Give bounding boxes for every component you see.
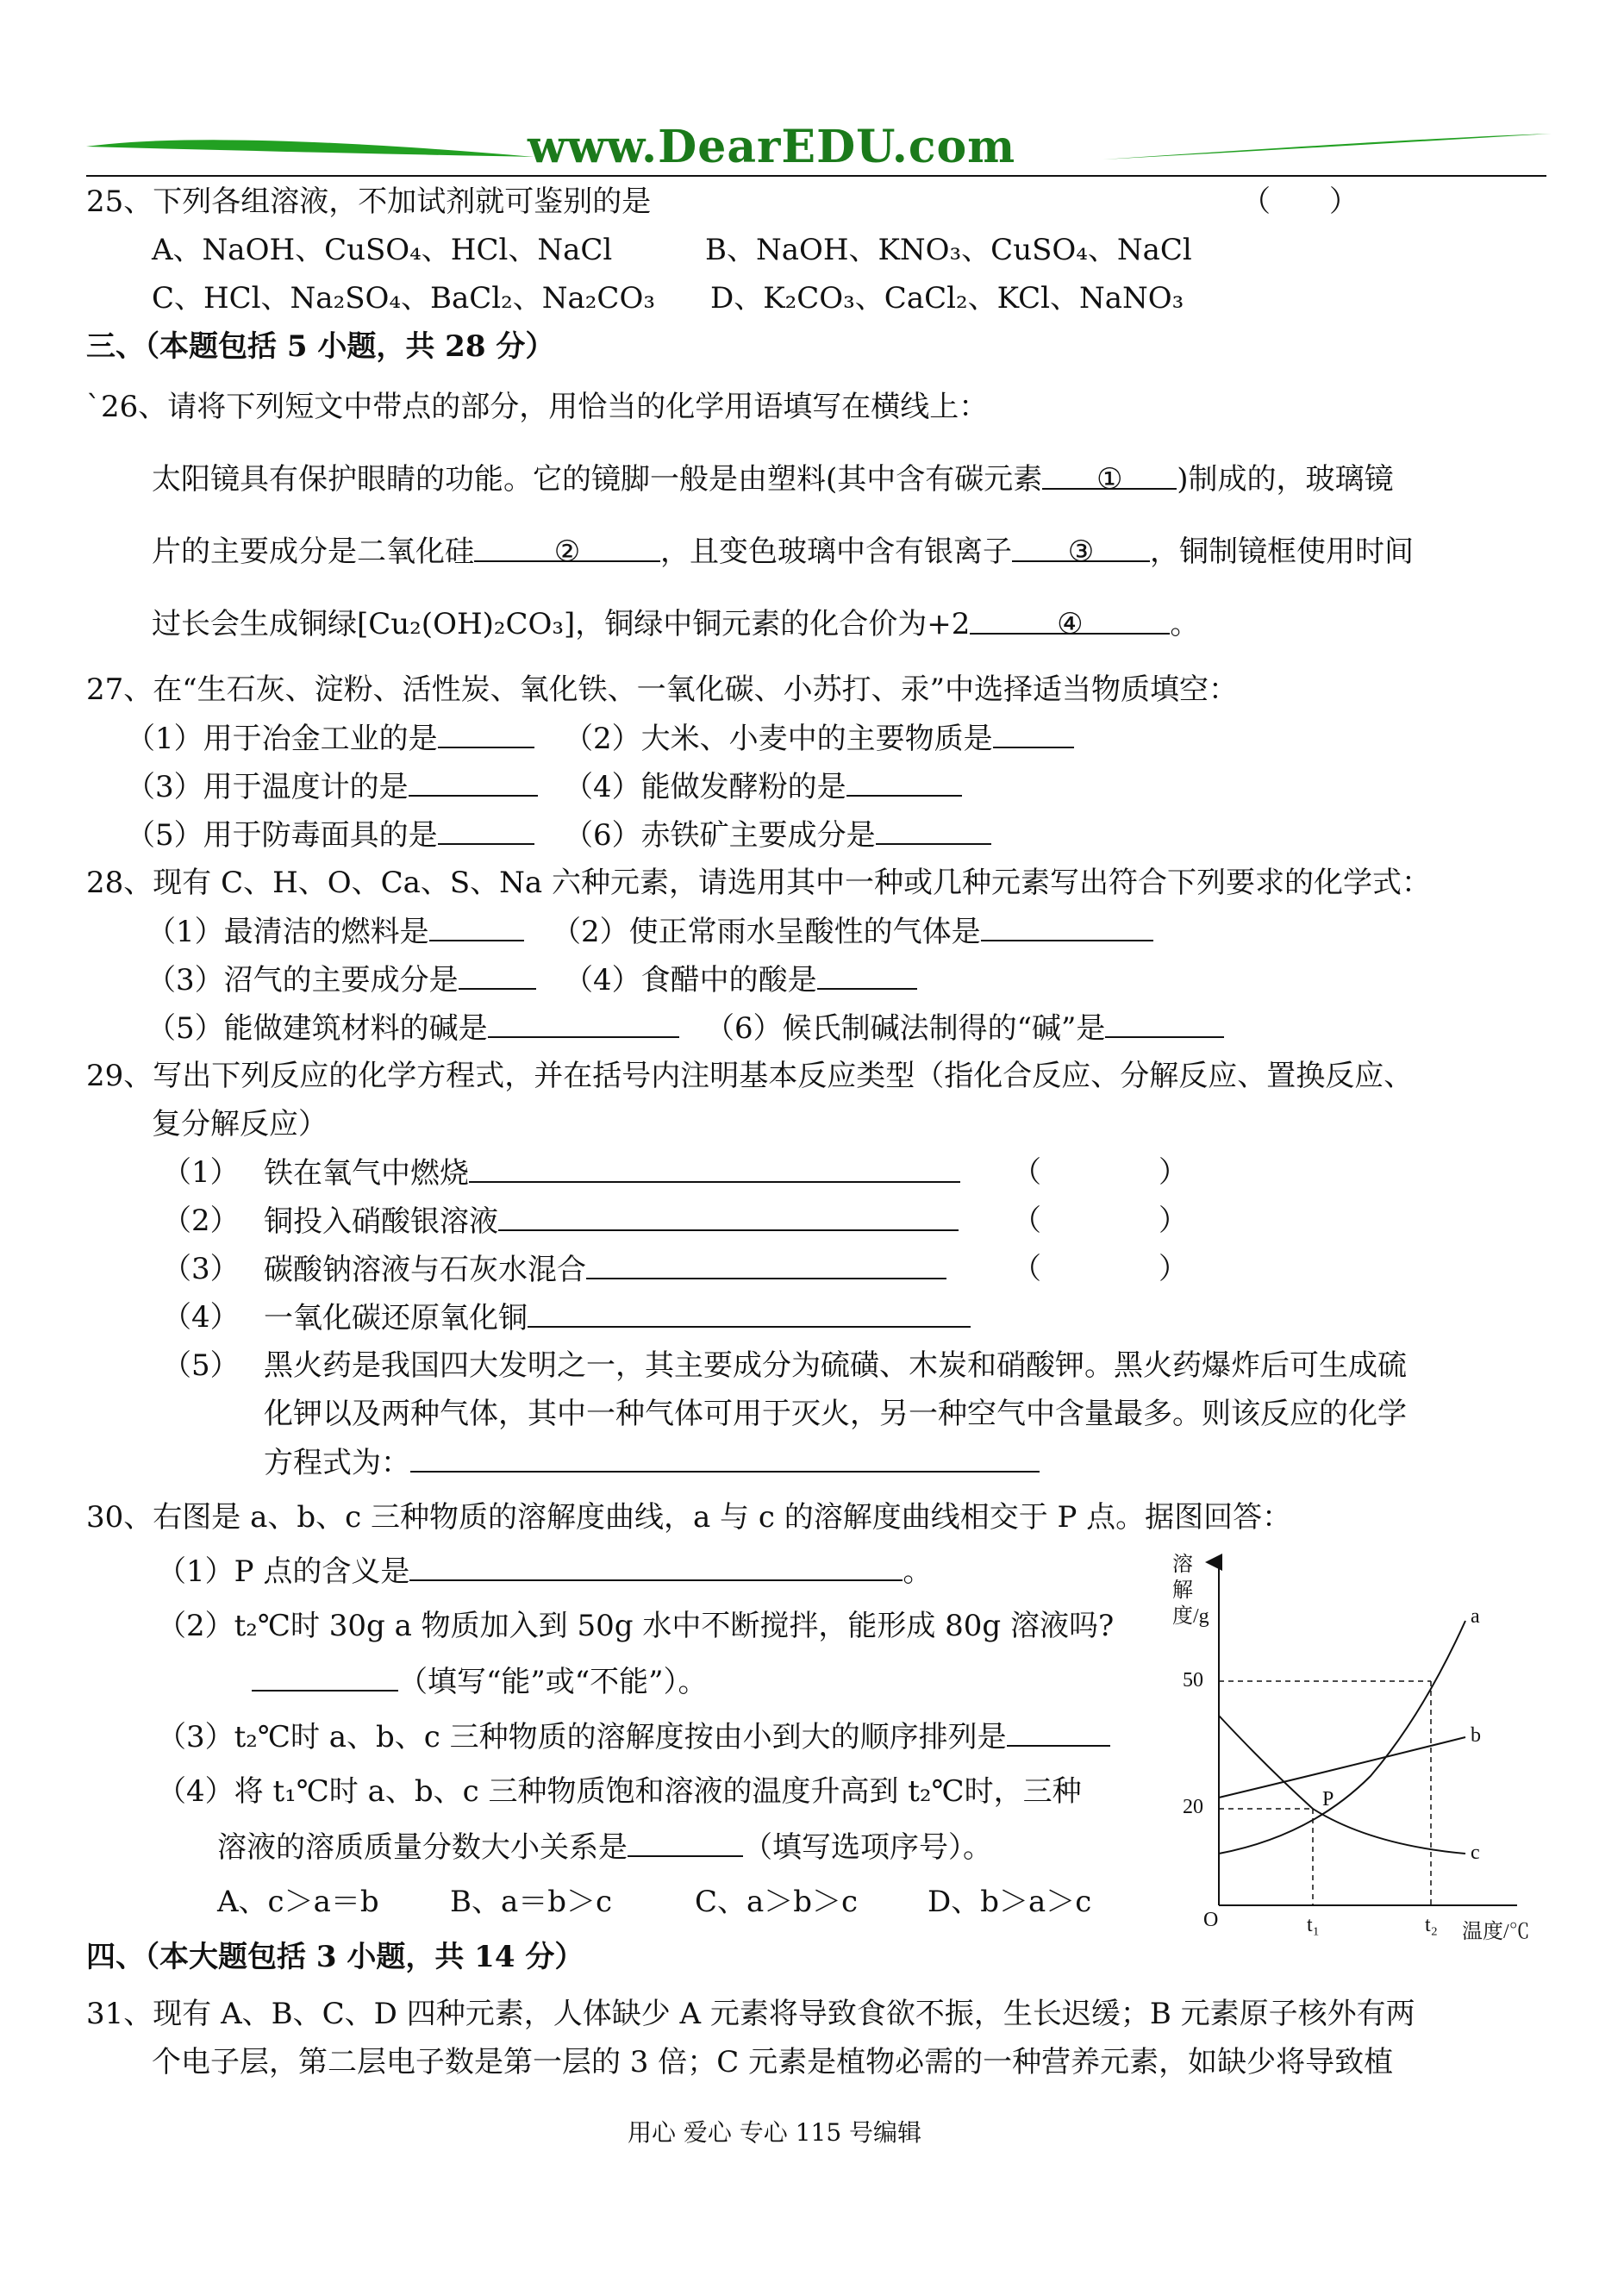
q29-item-2	[264, 1204, 959, 1239]
section3-heading: 三、（本题包括 5 小题，共 28 分）	[86, 329, 555, 364]
q28-blank-6[interactable]	[1105, 1010, 1224, 1038]
q29-stem-line1: 29、写出下列反应的化学方程式，并在括号内注明基本反应类型（指化合反应、分解反应、置换反应、	[86, 1059, 1414, 1093]
chart-ytick-50: 50	[1183, 1669, 1203, 1692]
q29-item-5-line3	[264, 1445, 1040, 1480]
q25-answer-paren: （ ）	[1241, 184, 1359, 219]
q28-blank-2[interactable]	[981, 914, 1153, 941]
series-label-a: a	[1471, 1605, 1480, 1628]
q27-item-1-text: （1）用于冶金工业的是	[126, 722, 438, 756]
q28-stem: 28、现有 C、H、O、Ca、S、Na 六种元素，请选用其中一种或几种元素写出符合下列要求的化学式：	[86, 866, 1432, 900]
q29-item-3-text: 碳酸钠溶液与石灰水混合	[264, 1253, 586, 1287]
q26-line1-text-b: )制成的，玻璃镜	[1177, 462, 1394, 497]
q26-line3-text-b: 。	[1170, 607, 1200, 641]
series-label-c: c	[1471, 1842, 1480, 1864]
q28-blank-1[interactable]	[429, 914, 524, 941]
q28-item-4-text: （4）食醋中的酸是	[564, 963, 817, 997]
q28-item-3	[147, 962, 536, 997]
q30-item-4-line2	[217, 1829, 992, 1865]
page-footer: 用心 爱心 专心 115 号编辑	[628, 2118, 922, 2147]
q27-blank-6[interactable]	[876, 817, 991, 845]
q27-item-5	[126, 817, 534, 853]
q29-item-3	[264, 1252, 946, 1287]
q27-item-5-text: （5）用于防毒面具的是	[126, 818, 438, 853]
chart-ytick-20: 20	[1183, 1796, 1203, 1818]
q30-option-d: D、b＞a＞c	[928, 1885, 1092, 1919]
q27-item-1	[126, 721, 534, 756]
q29-blank-5[interactable]	[410, 1445, 1040, 1473]
q29-item-3-num: （3）	[162, 1252, 240, 1286]
q26-line1	[152, 462, 1394, 497]
q27-item-2	[564, 721, 1074, 756]
q26-stem: `26、请将下列短文中带点的部分，用恰当的化学用语填写在横线上：	[86, 390, 989, 424]
q28-blank-5[interactable]	[488, 1010, 679, 1038]
q30-blank-3[interactable]	[1007, 1719, 1110, 1747]
q26-blank-4[interactable]: ④	[970, 607, 1170, 635]
chart-xlabel: 温度/℃	[1462, 1921, 1530, 1943]
q30-item-3	[157, 1719, 1110, 1754]
q30-item-2-line2-text: （填写“能”或“不能”）。	[398, 1665, 708, 1699]
section4-heading: 四、（本大题包括 3 小题，共 14 分）	[86, 1940, 584, 1974]
solubility-chart	[1172, 1552, 1534, 1948]
q29-item-1-paren[interactable]: （ ）	[1012, 1155, 1188, 1190]
q29-stem-line2: 复分解反应）	[152, 1107, 328, 1141]
q30-stem: 30、右图是 a、b、c 三种物质的溶解度曲线，a 与 c 的溶解度曲线相交于 P 点。据图回答：	[86, 1500, 1292, 1535]
q29-item-2-text: 铜投入硝酸银溶液	[264, 1204, 498, 1239]
q25-stem: 25、下列各组溶液，不加试剂就可鉴别的是	[86, 184, 652, 219]
q30-option-b: B、a＝b＞c	[450, 1885, 613, 1919]
q29-item-1	[264, 1155, 960, 1191]
q31-line1: 31、现有 A、B、C、D 四种元素，人体缺少 A 元素将导致食欲不振，生长迟缓；B 元素原子核外有两	[86, 1997, 1415, 2031]
q31-line2: 个电子层，第二层电子数是第一层的 3 倍；C 元素是植物必需的一种营养元素，如缺少将导致植	[152, 2045, 1394, 2079]
q30-blank-4[interactable]	[628, 1829, 743, 1857]
chart-xtick-t2: t₂	[1425, 1914, 1439, 1936]
q27-item-2-text: （2）大米、小麦中的主要物质是	[564, 722, 993, 756]
series-label-b: b	[1471, 1724, 1481, 1747]
q27-blank-5[interactable]	[438, 817, 534, 845]
q28-item-2-text: （2）使正常雨水呈酸性的气体是	[552, 915, 981, 949]
q29-item-1-text: 铁在氧气中燃烧	[264, 1156, 469, 1191]
q26-line2	[152, 535, 1414, 569]
q30-item-1-end: 。	[903, 1554, 933, 1589]
q26-line3	[152, 607, 1199, 641]
q25-option-a: A、NaOH、CuSO₄、HCl、NaCl	[152, 233, 613, 267]
q28-item-3-text: （3）沼气的主要成分是	[147, 963, 459, 997]
q29-item-3-paren[interactable]: （ ）	[1012, 1252, 1188, 1286]
q26-line2-text-b: ，且变色玻璃中含有银离子	[660, 535, 1012, 569]
q29-item-4	[264, 1300, 971, 1335]
q30-item-3-text: （3）t₂℃时 a、b、c 三种物质的溶解度按由小到大的顺序排列是	[157, 1720, 1007, 1754]
q29-item-2-num: （2）	[162, 1204, 240, 1238]
q27-stem: 27、在“生石灰、淀粉、活性炭、氧化铁、一氧化碳、小苏打、汞”中选择适当物质填空：	[86, 672, 1239, 707]
q28-item-5-text: （5）能做建筑材料的碱是	[147, 1011, 488, 1046]
q29-blank-2[interactable]	[498, 1204, 959, 1231]
q30-blank-2[interactable]	[252, 1664, 398, 1692]
q30-blank-1[interactable]	[409, 1554, 903, 1581]
q27-item-3	[126, 769, 538, 804]
q30-option-a: A、c＞a＝b	[217, 1885, 379, 1919]
q26-line2-text-a: 片的主要成分是二氧化硅	[152, 535, 474, 569]
q27-item-4	[564, 769, 962, 804]
q29-item-2-paren[interactable]: （ ）	[1012, 1204, 1188, 1238]
q29-item-4-num: （4）	[162, 1300, 240, 1335]
chart-xtick-t1: t₁	[1307, 1914, 1321, 1936]
q29-item-5-num: （5）	[162, 1348, 240, 1383]
q27-item-4-text: （4）能做发酵粉的是	[564, 770, 846, 804]
q29-blank-4[interactable]	[528, 1300, 971, 1328]
q28-blank-3[interactable]	[459, 962, 536, 990]
q30-item-4-line1: （4）将 t₁℃时 a、b、c 三种物质饱和溶液的温度升高到 t₂℃时，三种	[157, 1774, 1082, 1809]
q30-item-4-line2-end: （填写选项序号）。	[743, 1830, 992, 1865]
chart-origin: O	[1203, 1909, 1219, 1931]
q27-blank-1[interactable]	[438, 721, 534, 748]
q29-blank-3[interactable]	[586, 1252, 946, 1279]
q29-blank-1[interactable]	[469, 1155, 960, 1183]
q28-item-1-text: （1）最清洁的燃料是	[147, 915, 429, 949]
curve-b	[1219, 1737, 1465, 1798]
q28-item-6-text: （6）候氏制碱法制得的“碱”是	[705, 1011, 1106, 1046]
q30-item-2-line1: （2）t₂℃时 30g a 物质加入到 50g 水中不断搅拌，能形成 80g 溶液吗?	[157, 1609, 1115, 1643]
curve-a	[1219, 1621, 1465, 1854]
q25-option-b: B、NaOH、KNO₃、CuSO₄、NaCl	[705, 233, 1192, 267]
q29-item-1-num: （1）	[162, 1155, 240, 1190]
q28-item-1	[147, 914, 524, 949]
q28-blank-4[interactable]	[817, 962, 917, 990]
q26-line3-text-a: 过长会生成铜绿[Cu₂(OH)₂CO₃]，铜绿中铜元素的化合价为+2	[152, 607, 971, 641]
solubility-chart-svg	[1172, 1552, 1534, 1948]
q27-blank-2[interactable]	[993, 721, 1074, 748]
q27-item-3-text: （3）用于温度计的是	[126, 770, 409, 804]
q26-blank-1[interactable]: ①	[1042, 462, 1177, 490]
q28-item-5	[147, 1010, 679, 1046]
q27-item-6	[564, 817, 991, 853]
q26-blank-3[interactable]: ③	[1012, 535, 1150, 562]
q29-item-5-line2: 化钾以及两种气体，其中一种气体可用于灭火，另一种空气中含量最多。则该反应的化学	[264, 1397, 1407, 1431]
q29-item-4-text: 一氧化碳还原氧化铜	[264, 1301, 528, 1335]
q27-blank-4[interactable]	[846, 769, 962, 797]
curve-c	[1219, 1716, 1465, 1854]
q27-item-6-text: （6）赤铁矿主要成分是	[564, 818, 876, 853]
q26-line1-text-a: 太阳镜具有保护眼睛的功能。它的镜脚一般是由塑料(其中含有碳元素	[152, 462, 1043, 497]
header-rule	[86, 175, 1546, 177]
q29-item-5-line1: 黑火药是我国四大发明之一，其主要成分为硫磺、木炭和硝酸钾。黑火药爆炸后可生成硫	[264, 1348, 1407, 1383]
q28-item-4	[564, 962, 917, 997]
q29-item-5-line3-text: 方程式为：	[264, 1446, 410, 1480]
q30-item-1-text: （1）P 点的含义是	[157, 1554, 410, 1589]
q26-blank-2[interactable]: ②	[474, 535, 660, 562]
chart-ylabel: 溶解度/g	[1172, 1554, 1209, 1628]
q25-option-d: D、K₂CO₃、CaCl₂、KCl、NaNO₃	[710, 281, 1184, 316]
q30-item-2-line2	[252, 1664, 708, 1699]
q27-blank-3[interactable]	[409, 769, 538, 797]
q30-option-c: C、a＞b＞c	[695, 1885, 859, 1919]
q30-item-1	[157, 1554, 932, 1589]
q25-option-c: C、HCl、Na₂SO₄、BaCl₂、Na₂CO₃	[152, 281, 655, 316]
q28-item-6	[705, 1010, 1224, 1046]
intersection-label-p: P	[1322, 1788, 1334, 1810]
q28-item-2	[552, 914, 1153, 949]
q30-item-4-line2-text: 溶液的溶质质量分数大小关系是	[217, 1830, 628, 1865]
q26-line2-text-c: ，铜制镜框使用时间	[1150, 535, 1414, 569]
brand-logo-text: www.DearEDU.com	[528, 121, 1016, 173]
